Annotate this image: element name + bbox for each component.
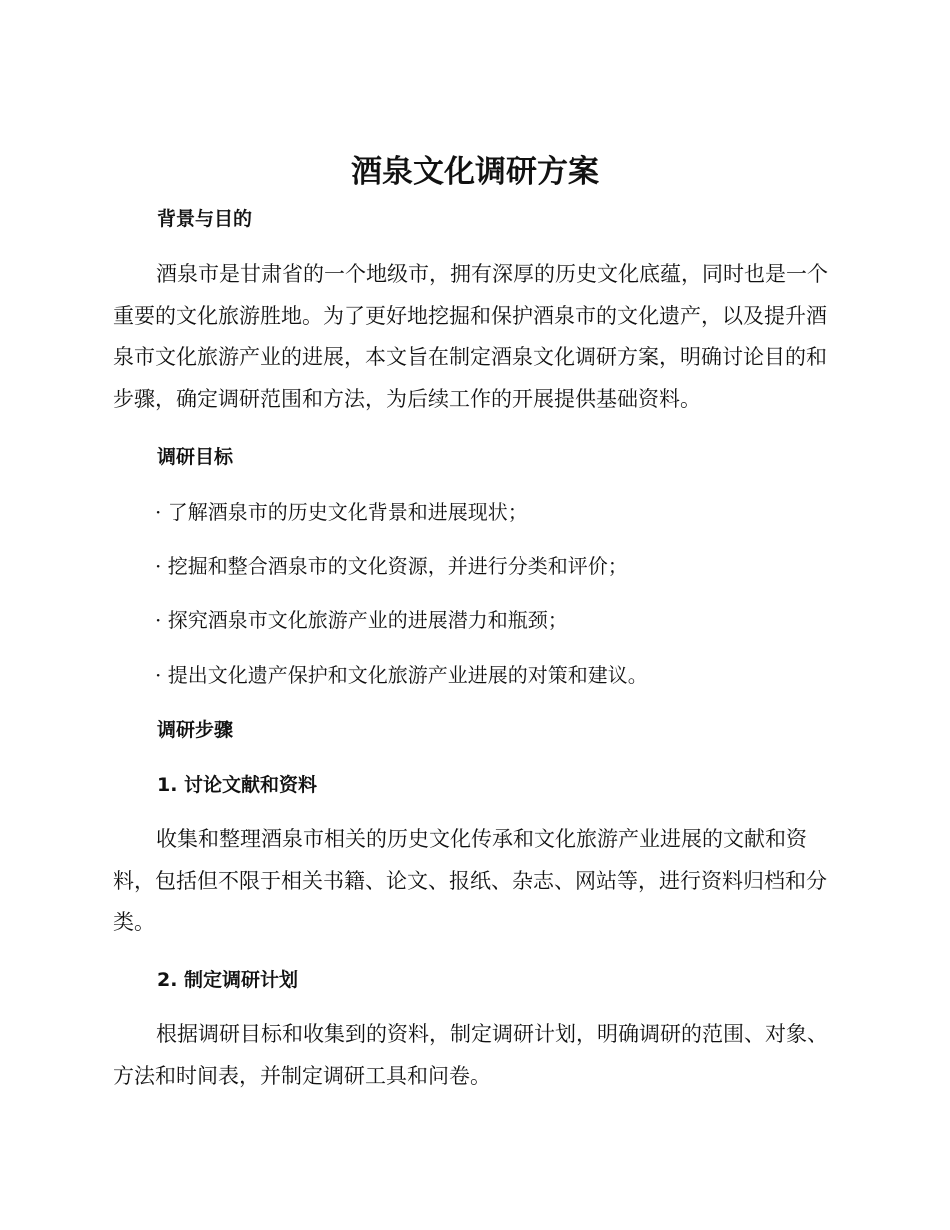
goal-item: · 挖掘和整合酒泉市的文化资源，并进行分类和评价；	[155, 554, 628, 578]
section-heading-background: 背景与目的	[157, 208, 253, 230]
section-heading-goals: 调研目标	[157, 446, 234, 468]
document-title: 酒泉文化调研方案	[351, 154, 599, 190]
step1-heading: 1. 讨论文献和资料	[157, 774, 318, 796]
step1-paragraph: 收集和整理酒泉市相关的历史文化传承和文化旅游产业进展的文献和资料，包括但不限于相关书籍、论文、报纸、杂志、网站等，进行资料归档和分类。	[113, 827, 827, 934]
step2-heading: 2. 制定调研计划	[157, 969, 299, 991]
step2-paragraph: 根据调研目标和收集到的资料，制定调研计划，明确调研的范围、对象、方法和时间表，并制定调研工具和问卷。	[113, 1022, 828, 1088]
goal-item: · 提出文化遗产保护和文化旅游产业进展的对策和建议。	[155, 663, 648, 687]
background-paragraph: 酒泉市是甘肃省的一个地级市，拥有深厚的历史文化底蕴，同时也是一个重要的文化旅游胜地。为了更好地挖掘和保护酒泉市的文化遗产，以及提升酒泉市文化旅游产业的进展，本文旨在制定酒泉文化调研方案，明确讨论目的和步骤，确定调研范围和方法，为后续工作的开展提供基础资料。	[113, 262, 828, 411]
goal-item: · 探究酒泉市文化旅游产业的进展潜力和瓶颈；	[155, 608, 568, 632]
section-heading-steps: 调研步骤	[157, 719, 234, 741]
goal-item: · 了解酒泉市的历史文化背景和进展现状；	[155, 500, 528, 524]
